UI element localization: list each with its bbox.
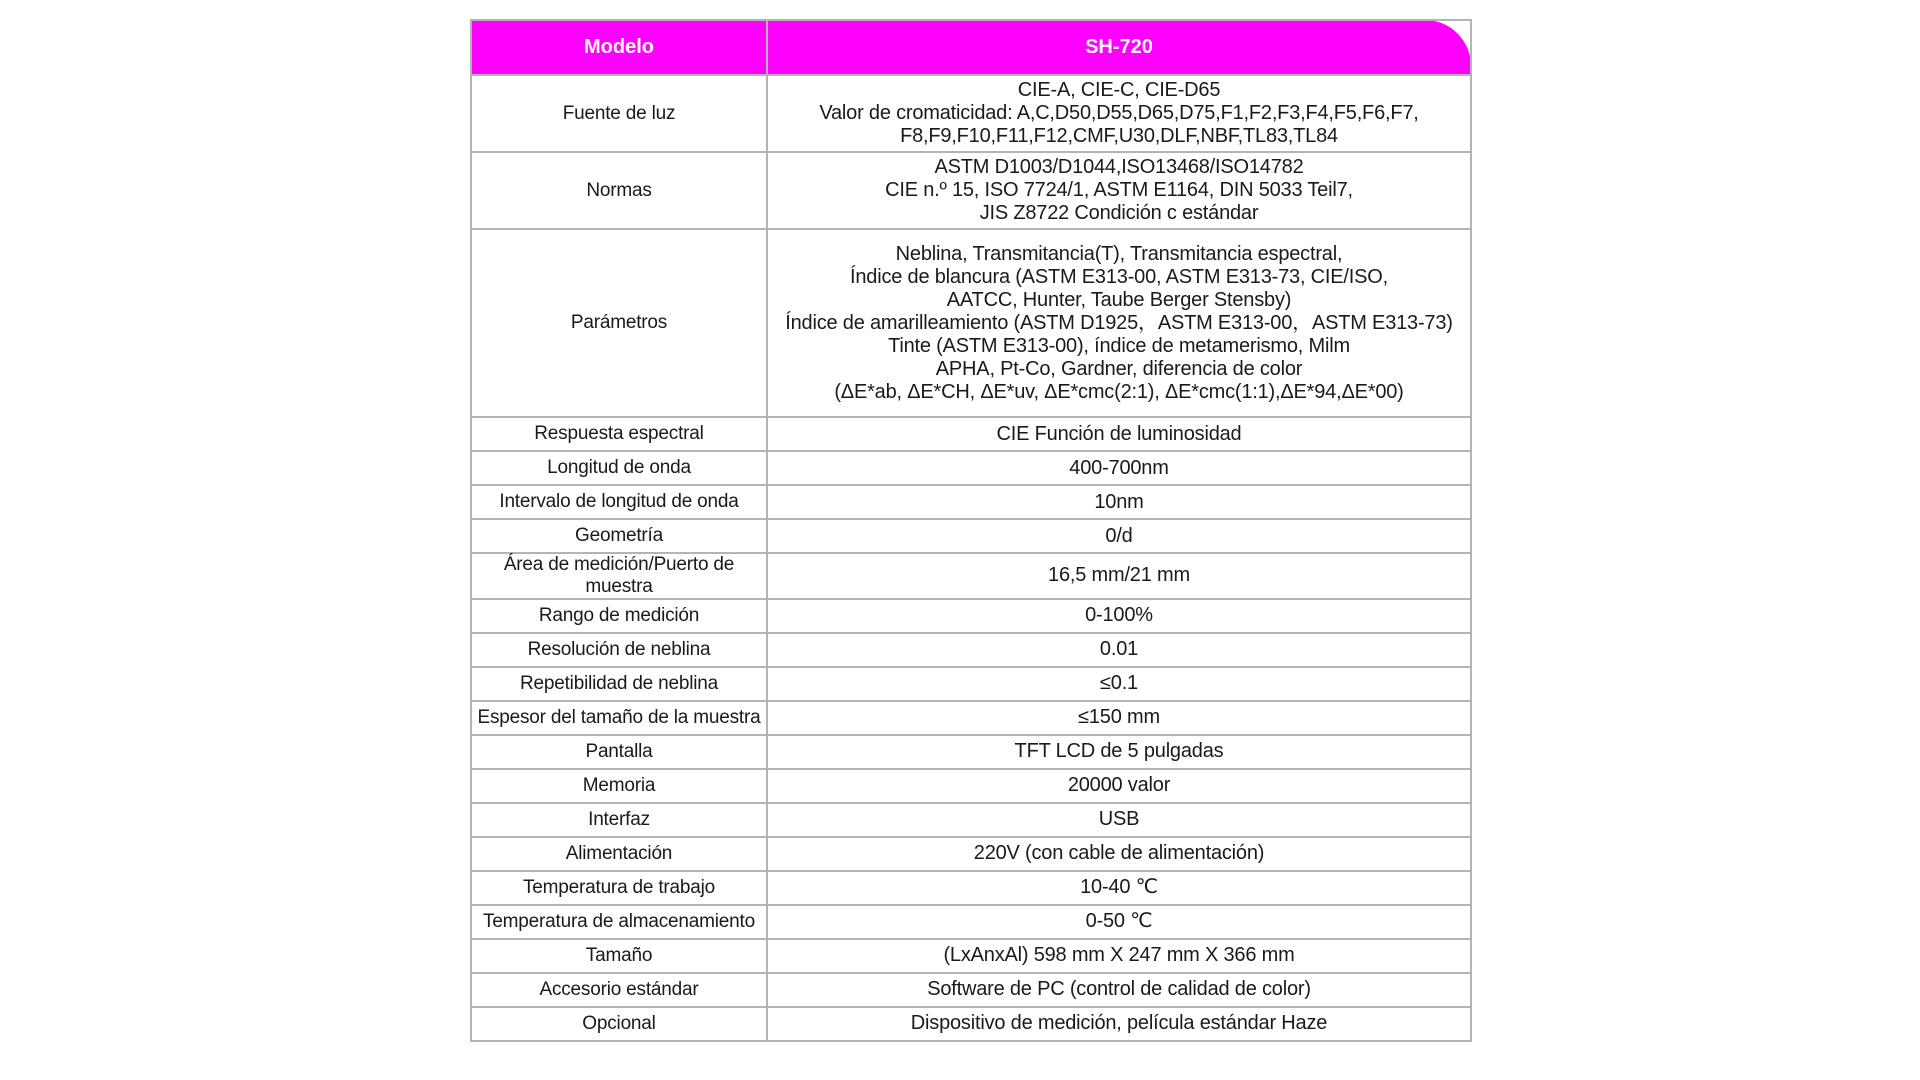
table-row bbox=[471, 75, 1471, 152]
table-row bbox=[471, 803, 1471, 837]
row-label: Parámetros bbox=[471, 229, 767, 417]
row-label: Temperatura de trabajo bbox=[471, 871, 767, 905]
row-label: Fuente de luz bbox=[471, 75, 767, 152]
row-value: 0/d bbox=[767, 519, 1471, 553]
value-line: CIE-A, CIE-C, CIE-D65 bbox=[1017, 79, 1221, 101]
value-line: (ΔE*ab, ΔE*CH, ΔE*uv, ΔE*cmc(2:1), ΔE*cmc(1:1),ΔE*94,ΔE*00) bbox=[834, 380, 1404, 403]
table-row bbox=[471, 939, 1471, 973]
header-label: Modelo bbox=[471, 20, 767, 75]
row-label: Interfaz bbox=[471, 803, 767, 837]
table-row bbox=[471, 451, 1471, 485]
row-label: Rango de medición bbox=[471, 599, 767, 633]
table-row bbox=[471, 599, 1471, 633]
table-row bbox=[471, 735, 1471, 769]
table-row bbox=[471, 701, 1471, 735]
row-value: ≤150 mm bbox=[767, 701, 1471, 735]
value-line: Valor de cromaticidad: A,C,D50,D55,D65,D75,F1,F2,F3,F4,F5,F6,F7, bbox=[819, 102, 1419, 124]
row-value: 10-40 ℃ bbox=[767, 871, 1471, 905]
row-value: CIE Función de luminosidad bbox=[767, 417, 1471, 451]
row-value: ≤0.1 bbox=[767, 667, 1471, 701]
row-value: Software de PC (control de calidad de color) bbox=[767, 973, 1471, 1007]
row-label: Tamaño bbox=[471, 939, 767, 973]
row-value: Dispositivo de medición, película estándar Haze bbox=[767, 1007, 1471, 1041]
value-line: Índice de blancura (ASTM E313-00, ASTM E313-73, CIE/ISO, bbox=[850, 265, 1388, 288]
row-value: 20000 valor bbox=[767, 769, 1471, 803]
row-label: Respuesta espectral bbox=[471, 417, 767, 451]
row-value: (LxAnxAl) 598 mm X 247 mm X 366 mm bbox=[767, 939, 1471, 973]
value-line: APHA, Pt-Co, Gardner, diferencia de color bbox=[935, 357, 1303, 380]
row-value: 0.01 bbox=[767, 633, 1471, 667]
row-label: Accesorio estándar bbox=[471, 973, 767, 1007]
row-label: Memoria bbox=[471, 769, 767, 803]
table-row bbox=[471, 519, 1471, 553]
value-line: Neblina, Transmitancia(T), Transmitancia espectral, bbox=[895, 242, 1343, 265]
table-row bbox=[471, 417, 1471, 451]
row-label: Opcional bbox=[471, 1007, 767, 1041]
row-label: Espesor del tamaño de la muestra bbox=[471, 701, 767, 735]
row-label: Resolución de neblina bbox=[471, 633, 767, 667]
row-value bbox=[767, 229, 1471, 417]
row-value: USB bbox=[767, 803, 1471, 837]
table-row bbox=[471, 667, 1471, 701]
row-value bbox=[767, 152, 1471, 229]
row-value bbox=[767, 75, 1471, 152]
table-row bbox=[471, 837, 1471, 871]
table-row bbox=[471, 229, 1471, 417]
table-header-row bbox=[471, 20, 1471, 75]
table-row bbox=[471, 553, 1471, 599]
spec-table bbox=[470, 19, 1472, 1042]
row-value: 16,5 mm/21 mm bbox=[767, 553, 1471, 599]
row-label: Geometría bbox=[471, 519, 767, 553]
value-line: JIS Z8722 Condición c estándar bbox=[979, 202, 1259, 224]
row-label: Repetibilidad de neblina bbox=[471, 667, 767, 701]
value-line: ASTM D1003/D1044,ISO13468/ISO14782 bbox=[934, 156, 1304, 178]
row-label: Área de medición/Puerto de muestra bbox=[471, 553, 767, 599]
row-label: Normas bbox=[471, 152, 767, 229]
value-line: AATCC, Hunter, Taube Berger Stensby) bbox=[946, 288, 1292, 311]
row-value: 10nm bbox=[767, 485, 1471, 519]
value-line: F8,F9,F10,F11,F12,CMF,U30,DLF,NBF,TL83,TL84 bbox=[900, 125, 1338, 147]
value-line: Índice de amarilleamiento (ASTM D1925，ASTM E313-00，ASTM E313-73) bbox=[785, 311, 1453, 334]
table-row bbox=[471, 905, 1471, 939]
row-label: Alimentación bbox=[471, 837, 767, 871]
table-row bbox=[471, 871, 1471, 905]
row-value: 400-700nm bbox=[767, 451, 1471, 485]
table-row bbox=[471, 485, 1471, 519]
table-row bbox=[471, 769, 1471, 803]
row-value: 0-50 ℃ bbox=[767, 905, 1471, 939]
table-row bbox=[471, 973, 1471, 1007]
value-line: Tinte (ASTM E313-00), índice de metamerismo, Milm bbox=[888, 334, 1350, 357]
row-value: TFT LCD de 5 pulgadas bbox=[767, 735, 1471, 769]
row-label: Pantalla bbox=[471, 735, 767, 769]
row-label: Longitud de onda bbox=[471, 451, 767, 485]
row-label: Temperatura de almacenamiento bbox=[471, 905, 767, 939]
table-row bbox=[471, 1007, 1471, 1041]
value-line: CIE n.º 15, ISO 7724/1, ASTM E1164, DIN 5033 Teil7, bbox=[885, 179, 1353, 201]
header-model: SH-720 bbox=[767, 20, 1471, 75]
table-row bbox=[471, 633, 1471, 667]
row-value: 0-100% bbox=[767, 599, 1471, 633]
row-value: 220V (con cable de alimentación) bbox=[767, 837, 1471, 871]
table-row bbox=[471, 152, 1471, 229]
row-label: Intervalo de longitud de onda bbox=[471, 485, 767, 519]
